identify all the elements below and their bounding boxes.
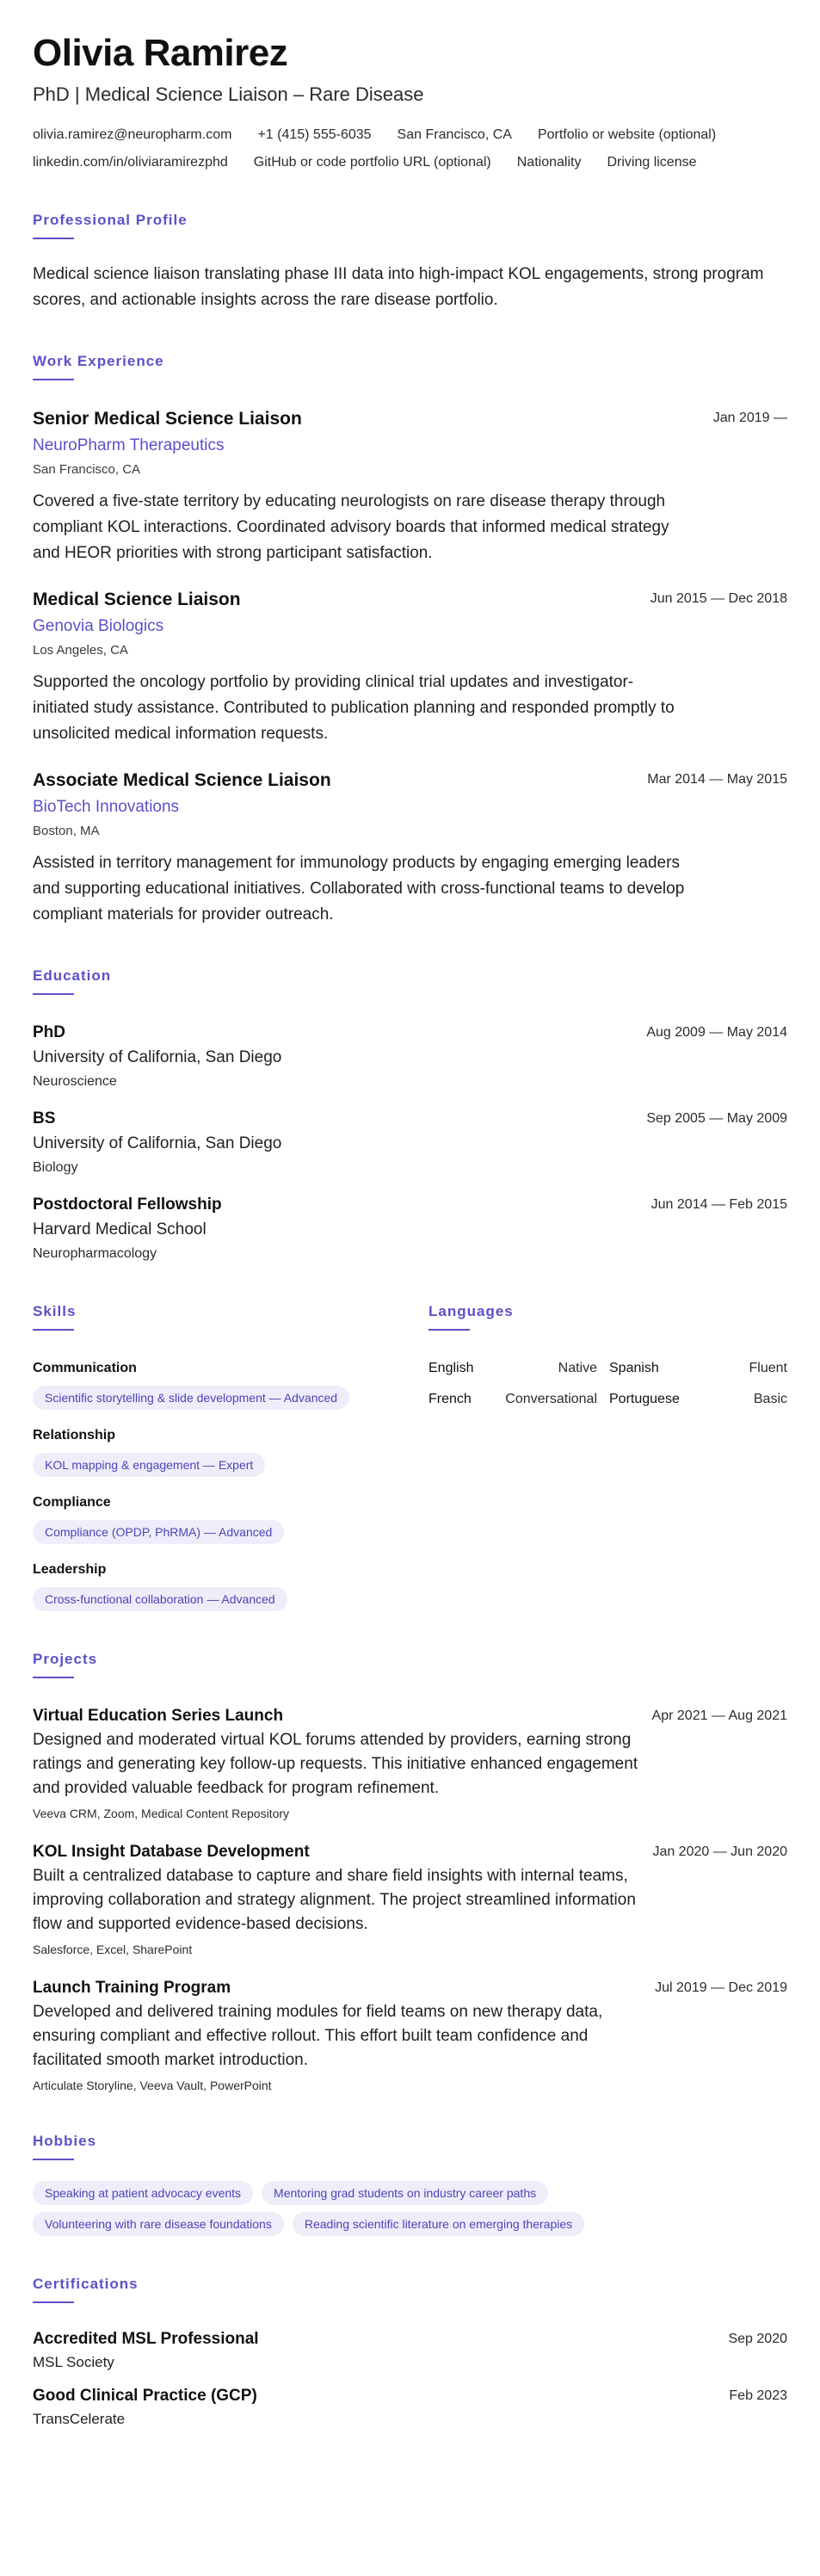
experience-entry [33,769,787,928]
degree-name: PhD [33,1023,65,1041]
hobby-pill: Volunteering with rare disease foundations [33,2212,284,2236]
degree-name: BS [33,1109,56,1127]
job-description: Covered a five-state territory by educating neurologists on rare disease therapy through compliant KOL interactions. Coordinated advisory boards that informed medical strategy and HEOR priorities with strong participant satisfaction. [33,492,669,562]
language-level: Basic [753,1392,787,1406]
contact-location: San Francisco, CA [397,127,512,142]
hobby-list [33,2181,687,2236]
section-title: Hobbies [33,2133,97,2149]
section-title: Professional Profile [33,212,188,228]
section-divider [33,2159,74,2160]
job-location: San Francisco, CA [33,462,141,477]
language-list [428,1360,787,1408]
job-location: Los Angeles, CA [33,643,128,658]
section-divider [33,1329,74,1331]
section-title: Projects [33,1651,98,1667]
education-entry [33,1109,787,1177]
job-title: Medical Science Liaison [33,590,241,609]
language-name: French [428,1392,472,1406]
section-title: Certifications [33,2276,139,2292]
projects-section [33,1651,787,2093]
job-title: Senior Medical Science Liaison [33,409,302,429]
certifications-section [33,2276,787,2429]
project-dates: Apr 2021 — Aug 2021 [651,1708,787,1723]
skill-pill: Cross-functional collaboration — Advanced [33,1587,287,1611]
language-item [428,1391,609,1408]
certification-issuer: MSL Society [33,2354,114,2370]
project-entry [33,1842,787,1957]
section-divider [33,238,74,239]
project-name: KOL Insight Database Development [33,1843,310,1861]
experience-section [33,353,787,928]
language-level: Native [558,1361,597,1375]
language-name: English [428,1361,474,1375]
certification-name: Good Clinical Practice (GCP) [33,2387,257,2405]
job-dates: Jan 2019 — [712,411,787,425]
skill-group [33,1561,428,1611]
language-item [428,1360,609,1377]
certification-date: Feb 2023 [729,2388,787,2403]
skill-category: Communication [33,1361,137,1375]
language-item [609,1360,787,1377]
hobby-pill: Speaking at patient advocacy events [33,2181,253,2205]
company-name: BioTech Innovations [33,798,180,816]
section-title: Languages [428,1303,514,1319]
job-dates: Mar 2014 — May 2015 [647,772,787,787]
contact-github: GitHub or code portfolio URL (optional) [253,155,491,170]
school-name: Harvard Medical School [33,1220,207,1239]
contact-portfolio: Portfolio or website (optional) [537,127,717,142]
skills-languages-row [33,1303,787,1611]
company-name: Genovia Biologics [33,617,164,635]
project-dates: Jul 2019 — Dec 2019 [655,1980,787,1995]
language-level: Fluent [749,1361,787,1375]
company-name: NeuroPharm Therapeutics [33,436,225,454]
certification-entry [33,2386,787,2429]
certification-name: Accredited MSL Professional [33,2330,259,2348]
candidate-headline: PhD | Medical Science Liaison – Rare Disease [33,83,424,105]
section-title: Education [33,967,112,984]
language-level: Conversational [505,1392,597,1406]
school-name: University of California, San Diego [33,1048,282,1066]
section-divider [33,379,74,380]
section-title: Skills [33,1303,77,1319]
certification-entry [33,2329,787,2372]
project-description: Built a centralized database to capture and share field insights with internal teams, improving collaboration and strategy alignment. The project streamlined information flow and supported evidence-based decisions. [33,1867,636,1933]
section-divider [33,1677,74,1678]
project-dates: Jan 2020 — Jun 2020 [652,1844,787,1859]
skill-group [33,1360,428,1410]
education-dates: Aug 2009 — May 2014 [646,1025,787,1040]
project-description: Designed and moderated virtual KOL forums attended by providers, earning strong ratings and generating key follow-up requests. This initiative enhanced engagement and provided valuable feedback for program refinement. [33,1731,638,1797]
skill-pill: KOL mapping & engagement — Expert [33,1453,265,1477]
languages-section [428,1303,787,1611]
section-divider [33,993,74,995]
field-of-study: Neuroscience [33,1074,117,1089]
project-name: Launch Training Program [33,1979,231,1997]
project-entry [33,1706,787,1821]
education-dates: Sep 2005 — May 2009 [646,1111,787,1126]
section-divider [428,1329,470,1331]
skill-group [33,1427,428,1477]
experience-entry [33,408,787,566]
job-title: Associate Medical Science Liaison [33,770,331,790]
field-of-study: Neuropharmacology [33,1246,157,1261]
project-tools: Veeva CRM, Zoom, Medical Content Repository [33,1807,290,1820]
certification-issuer: TransCelerate [33,2411,126,2427]
education-section [33,967,787,1263]
contact-driving-license: Driving license [607,155,697,170]
language-item [609,1391,787,1408]
skill-pill: Scientific storytelling & slide development — Advanced [33,1386,349,1410]
job-description: Supported the oncology portfolio by providing clinical trial updates and investigator-initiated study assistance. Contributed to publication planning and responded promptly to unsolicited medical information requests. [33,673,675,743]
language-name: Spanish [609,1361,659,1375]
field-of-study: Biology [33,1160,78,1175]
section-divider [33,2301,74,2303]
school-name: University of California, San Diego [33,1134,282,1152]
hobbies-section [33,2133,787,2236]
project-name: Virtual Education Series Launch [33,1707,284,1725]
skill-pill: Compliance (OPDP, PhRMA) — Advanced [33,1520,284,1544]
profile-summary: Medical science liaison translating phase III data into high-impact KOL engagements, strong program scores, and actionable insights across the rare disease portfolio. [33,265,764,309]
education-entry [33,1022,787,1091]
skills-section [33,1303,428,1611]
project-entry [33,1978,787,2093]
project-tools: Salesforce, Excel, SharePoint [33,1943,193,1956]
contact-email: olivia.ramirez@neuropharm.com [33,127,232,142]
skill-category: Relationship [33,1428,116,1442]
job-dates: Jun 2015 — Dec 2018 [650,591,787,606]
section-title: Work Experience [33,353,164,369]
contact-list [33,126,787,172]
job-description: Assisted in territory management for immunology products by engaging emerging leaders and supporting educational initiatives. Collaborated with cross-functional teams to develop compliant materials for provider outreach. [33,854,685,924]
resume-header [33,31,787,172]
candidate-name: Olivia Ramirez [33,32,288,74]
contact-nationality: Nationality [516,155,582,170]
education-entry [33,1195,787,1263]
hobby-pill: Mentoring grad students on industry career paths [262,2181,548,2205]
profile-section [33,212,787,313]
project-tools: Articulate Storyline, Veeva Vault, PowerPoint [33,2079,272,2092]
education-dates: Jun 2014 — Feb 2015 [650,1197,787,1212]
contact-phone: +1 (415) 555-6035 [257,127,372,142]
certification-date: Sep 2020 [728,2332,787,2346]
skill-group [33,1494,428,1544]
experience-entry [33,589,787,747]
degree-name: Postdoctoral Fellowship [33,1195,222,1214]
job-location: Boston, MA [33,824,100,838]
skill-category: Leadership [33,1562,107,1577]
language-name: Portuguese [609,1392,680,1406]
skill-category: Compliance [33,1495,111,1510]
project-description: Developed and delivered training modules for field teams on new therapy data, ensuring compliant and effective rollout. This effort built team confidence and facilitated smooth market introduction. [33,2003,603,2069]
hobby-pill: Reading scientific literature on emerging therapies [293,2212,584,2236]
contact-linkedin: linkedin.com/in/oliviaramirezphd [33,155,228,170]
